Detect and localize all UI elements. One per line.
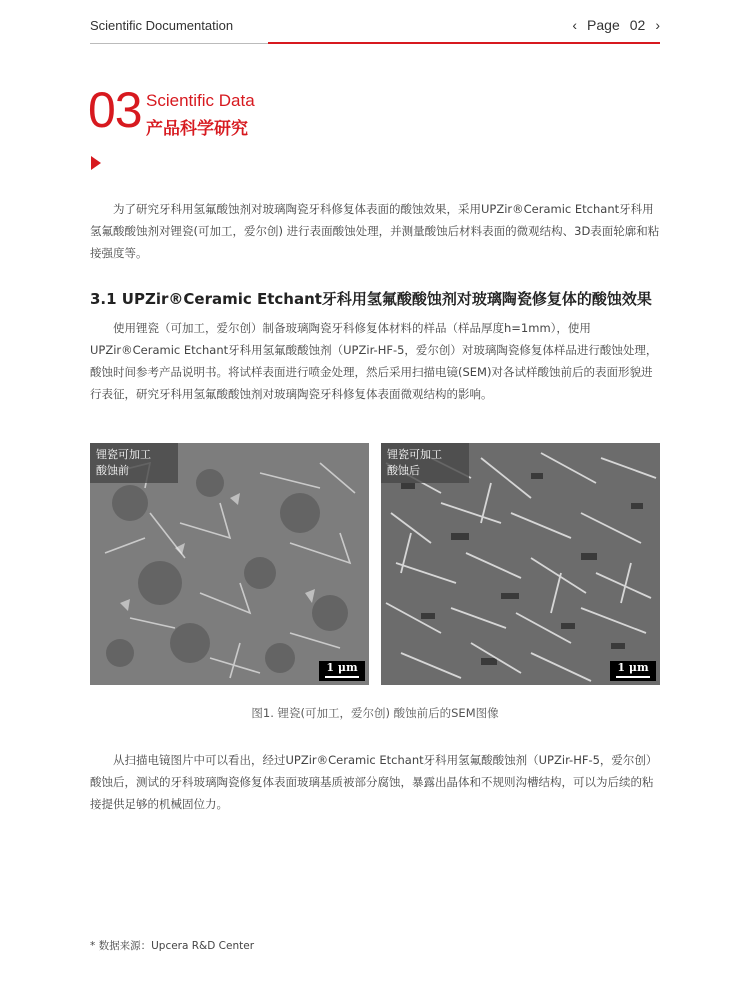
sem-image-after [381,443,660,685]
figure-caption: 图1. 锂瓷(可加工，爱尔创) 酸蚀前后的SEM图像 [251,706,499,720]
scale-bar-line [616,676,650,678]
sem-label-line1: 锂瓷可加工 [387,448,442,461]
sem-image-before [90,443,369,685]
document-title: Scientific Documentation [90,18,234,33]
section-number: 03 [88,82,142,138]
page-header [90,0,660,44]
header-divider [90,43,268,44]
data-source-footnote: * 数据来源：Upcera R&D Center [90,940,255,952]
scale-label: 1 μm [617,661,649,674]
scale-bar-line [325,676,359,678]
sem-label-line2: 酸蚀后 [387,464,420,477]
subsection-paragraph: 使用锂瓷（可加工，爱尔创）制备玻璃陶瓷牙科修复体材料的样品（样品厚度h=1mm），使用UPZir®Ceramic Etchant牙科用氢氟酸酸蚀剂（UPZir-HF-5，爱尔创）对玻璃陶瓷修复体样品进行酸蚀处理，酸蚀时间参考产品说明书。将试样表面进行喷金处理，然后采用扫描电镜(SEM)对各试样酸蚀前后的表面形貌进行表征，研究牙科用氢氟酸酸蚀剂对玻璃陶瓷牙科修复体表面微观结构的影响。 [90,321,658,401]
scale-bar [319,661,365,681]
sem-label-after [381,443,469,483]
pager [572,17,660,33]
intro-paragraph: 为了研究牙科用氢氟酸蚀剂对玻璃陶瓷牙科修复体表面的酸蚀效果，采用UPZir®Ceramic Etchant牙科用氢氟酸酸蚀剂对锂瓷(可加工，爱尔创) 进行表面酸蚀处理，并测量酸蚀后材料表面的微观结构、3D表面轮廓和粘接强度等。 [90,202,660,260]
header-accent-divider [268,42,660,44]
page-number: 02 [629,17,646,33]
sem-label-line2: 酸蚀前 [96,464,129,477]
page-label: Page [587,17,620,33]
scale-bar [610,661,656,681]
sem-label-line1: 锂瓷可加工 [96,448,151,461]
scale-label: 1 μm [326,661,358,674]
conclusion-paragraph: 从扫描电镜图片中可以看出，经过UPZir®Ceramic Etchant牙科用氢氟酸酸蚀剂（UPZir-HF-5，爱尔创）酸蚀后，测试的牙科玻璃陶瓷修复体表面玻璃基质被部分腐蚀，暴露出晶体和不规则沟槽结构，可以为后续的粘接提供足够的机械固位力。 [90,753,658,811]
section-title-en: Scientific Data [146,91,255,110]
sem-label-before [90,443,178,483]
subsection-title: 3.1 UPZir®Ceramic Etchant牙科用氢氟酸酸蚀剂对玻璃陶瓷修复体的酸蚀效果 [90,290,652,308]
play-triangle-icon [91,156,101,170]
chevron-right-icon[interactable]: › [655,17,660,33]
chevron-left-icon[interactable]: ‹ [572,17,578,33]
section-title-cn: 产品科学研究 [146,119,248,139]
